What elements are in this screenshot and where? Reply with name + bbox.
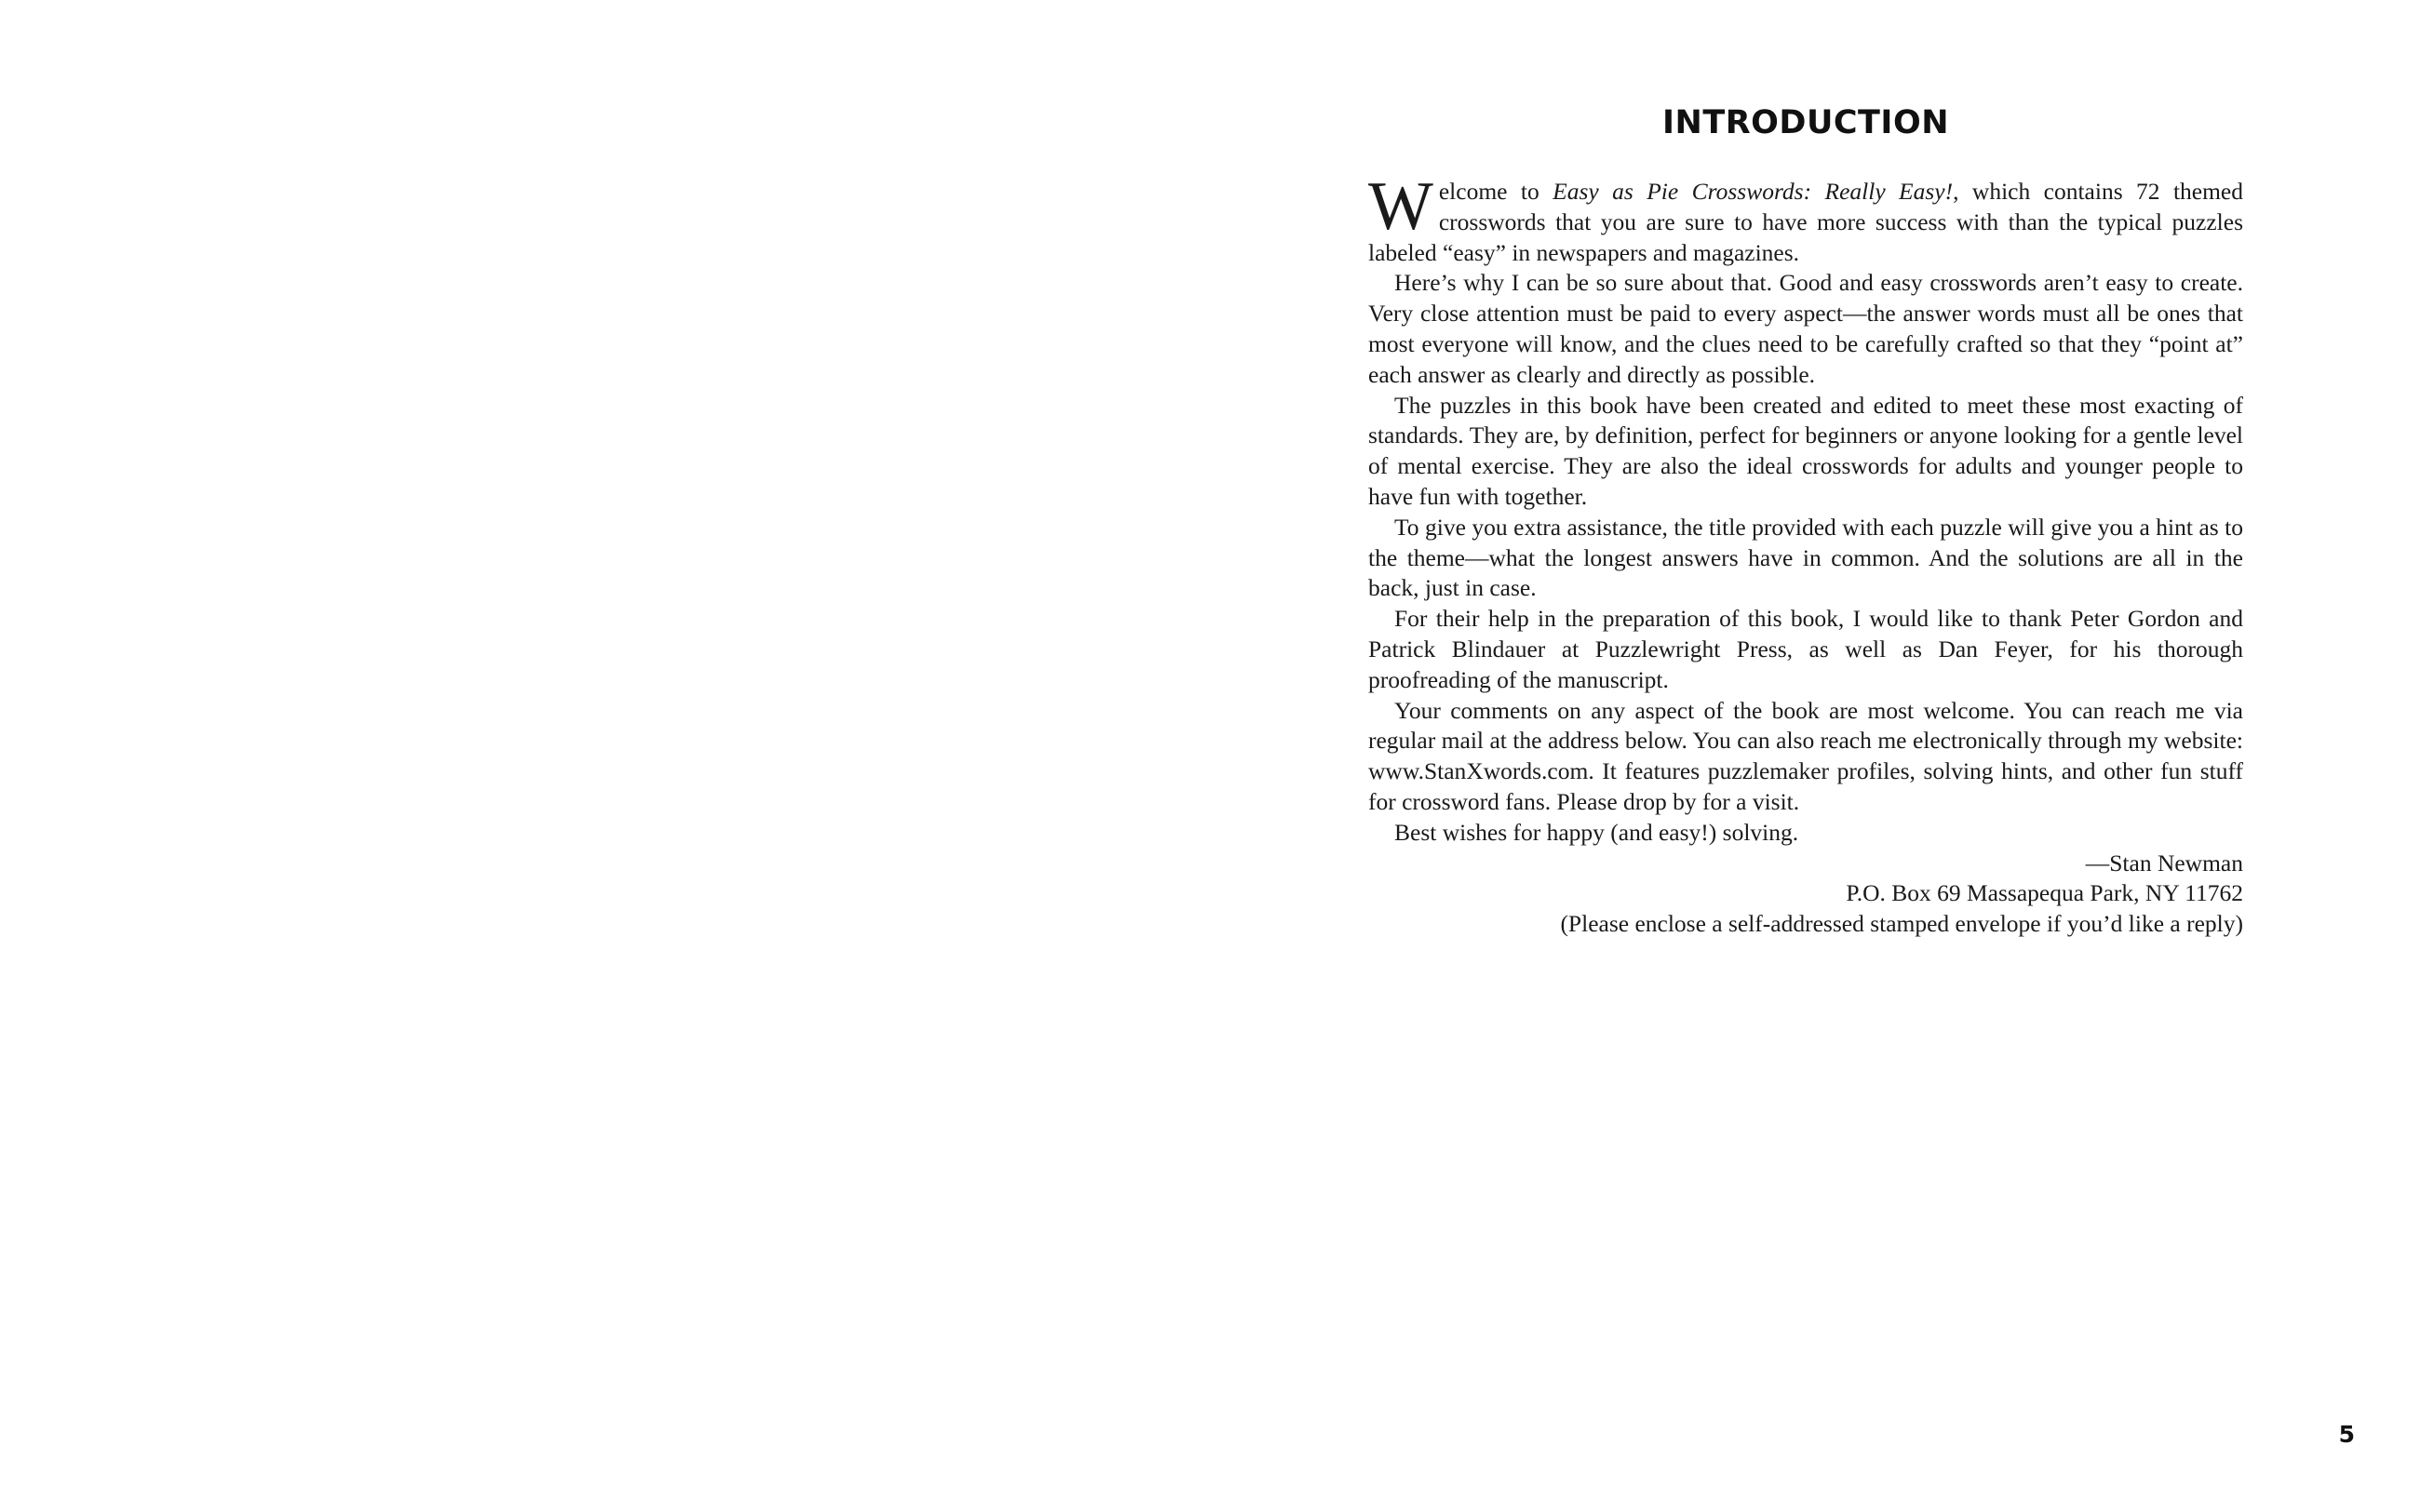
book-title: Easy as Pie Crosswords: Really Easy! [1553,178,1954,205]
paragraph-assistance: To give you extra assistance, the title provided with each puzzle will give you a hint as to the theme—what the longest answers have in common. And the solutions are all in the back, just in case. [1368,513,2243,602]
paragraph-closing: Best wishes for happy (and easy!) solving. [1394,818,1799,846]
paragraph-why: Here’s why I can be so sure about that. Good and easy crosswords aren’t easy to create. Very close attention must be paid to every aspect—the answer words must all be ones that most everyone will know, and the clues need to be carefully crafted so that they “point at” each answer as clearly and directly as possible. [1368,269,2243,388]
introduction-body [1368,168,2244,940]
signature-address: P.O. Box 69 Massapequa Park, NY 11762 [1846,879,2243,907]
paragraph-comments: Your comments on any aspect of the book are most welcome. You can reach me via regular mail at the address below. You can also reach me electronically through my website: www.StanXwords.com. It features puzzlemaker profiles, solving hints, and other fun stuff for crossword fans. Please drop by for a visit. [1368,696,2243,815]
page-number: 5 [2338,1421,2355,1448]
right-page [1210,0,2420,1512]
paragraph-standards: The puzzles in this book have been created and edited to meet these most exacting of standards. They are, by definition, perfect for beginners or anyone looking for a gentle level of mental exercise. They are also the ideal crosswords for adults and younger people to have fun with together. [1368,391,2243,510]
paragraph-thanks: For their help in the preparation of this book, I would like to thank Peter Gordon and Patrick Blindauer at Puzzlewright Press, as well as Dan Feyer, for his thorough proofreading of the manuscript. [1368,605,2243,693]
paragraph-welcome: Welcome to Easy as Pie Crosswords: Really Easy!, which contains 72 themed crosswords that you are sure to have more success with than the typical puzzles labeled “easy” in newspapers and magazines. [1368,168,2244,266]
drop-cap: W [1368,168,1433,245]
page-title: INTRODUCTION [1662,104,1949,141]
signature-note: (Please enclose a self-addressed stamped envelope if you’d like a reply) [1560,910,2243,938]
signature-name: —Stan Newman [2085,849,2243,876]
